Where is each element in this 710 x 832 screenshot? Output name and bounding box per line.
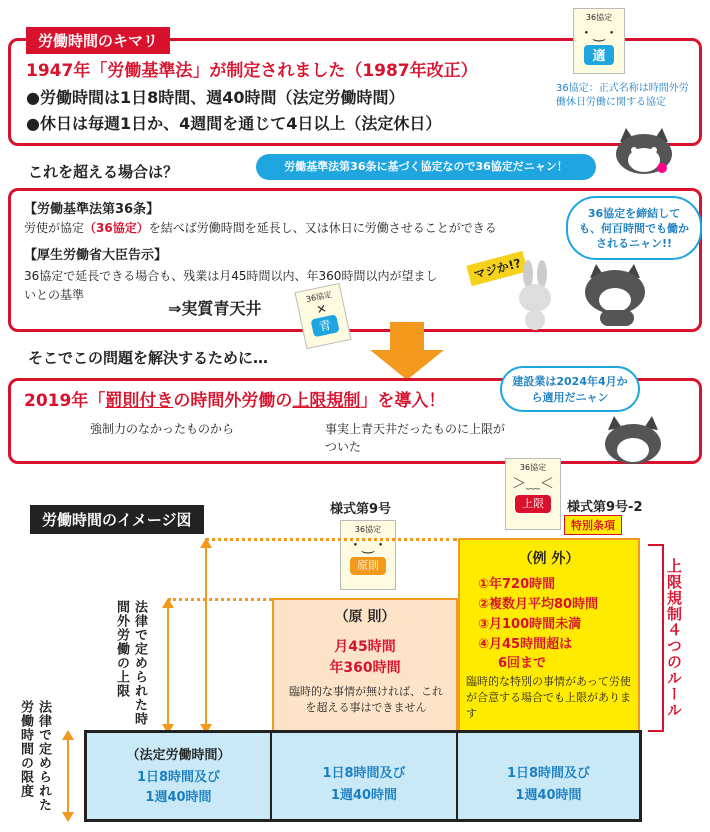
principle-title: （原 則） (334, 609, 396, 625)
exception-title: （例 外） (518, 551, 580, 567)
exception-rule-3: ③月100時間未満 (478, 617, 582, 632)
base-col3-line2: 1週40時間 (515, 788, 582, 803)
exception-note: 臨時的な特別の事情があって労使が合意する場合でも上限があります (466, 675, 631, 720)
form9-2-label: 様式第9号-2 (567, 500, 643, 515)
solve-text: そこでこの問題を解決するために… (28, 349, 269, 367)
rule-hours: ●労働時間は1日8時間、週40時間（法定労働時間） (26, 88, 405, 107)
reform-right: 事実上青天井だったものに上限がついた (325, 422, 506, 454)
base-col1-line2: 1週40時間 (145, 790, 212, 805)
reform-headline: 2019年「罰則付きの時間外労働の上限規制」を導入！ (24, 391, 446, 411)
limit-arrow-icon (198, 538, 214, 734)
cat-mascot-icon (612, 128, 676, 176)
limit-doc-icon: 36協定 ＞﹏＜ 上限 (505, 458, 561, 530)
principle-line2: 年360時間 (329, 660, 401, 676)
principle-line1: 月45時間 (334, 639, 396, 655)
cat-mascot-2-icon (600, 416, 666, 466)
base-col1-line1: 1日8時間及び (136, 770, 221, 785)
reform-left: 強制力のなかったものから (90, 422, 235, 436)
notice-text: 36協定で延長できる場合も、残業は月45時間以内、年360時間以内が望ましいとの基準 (24, 269, 438, 302)
bubble-36-agreement: 労働基準法第36条に基づく協定なので36協定だニャン！ (256, 154, 596, 180)
blue-sky-doc-icon: 36協定 ✕ 青 (294, 283, 351, 349)
base-col3-line1: 1日8時間及び (506, 766, 591, 781)
base-col2-line1: 1日8時間及び (322, 766, 406, 781)
36-agreement-note: 36協定：正式名称は時間外労働休日労働に関する協定 (556, 83, 689, 108)
special-clause-badge: 特別条項 (564, 515, 622, 535)
overtime-limit-label: 法律で定められた時間外労働の上限 (114, 600, 147, 726)
rabbit-exclaim: マジか!? (466, 251, 528, 286)
notice-heading: 【厚生労働省大臣告示】 (24, 248, 168, 263)
legal-limit-label: 法律で定められた労働時間の限度 (18, 700, 51, 812)
principle-dotted-line (168, 598, 272, 601)
limit-dotted-line (205, 538, 457, 541)
form9-label: 様式第9号 (330, 502, 392, 517)
bubble-unlimited: 36協定を締結しても、何百時間でも働かされるニャン!! (566, 196, 702, 260)
down-arrow-icon (370, 322, 444, 380)
diagram-tag: 労働時間のイメージ図 (30, 505, 204, 534)
exception-rule-2: ②複数月平均80時間 (478, 597, 599, 612)
article36-heading: 【労働基準法第36条】 (24, 202, 160, 217)
crying-cat-icon (580, 262, 650, 328)
side-rule-bracket (648, 544, 664, 732)
36-agreement-doc-icon: 36協定 ・‿・ 適 (573, 8, 625, 74)
exception-rule-1: ①年720時間 (478, 577, 556, 592)
rule-holidays: ●休日は毎週1日か、4週間を通じて4日以上（法定休日） (26, 114, 442, 133)
base-col2-line2: 1週40時間 (330, 788, 398, 803)
bubble-construction: 建設業は2024年4月から適用だニャン (500, 366, 640, 412)
four-rules-label: 上限規制４つのルール (665, 558, 683, 718)
base-title: （法定労働時間） (126, 748, 231, 763)
no-ceiling-result: ⇒実質青天井 (168, 299, 262, 318)
exception-rule-4: ④月45時間超は (478, 637, 573, 652)
principle-note: 臨時的な事情が無ければ、これを超える事はできません (289, 685, 443, 714)
rules-tag: 労働時間のキマリ (26, 27, 170, 54)
question: これを超える場合は？ (28, 163, 179, 181)
overtime-arrow-icon (160, 598, 176, 734)
legal-arrow-icon (60, 730, 76, 822)
article36-text: 労使が協定（36協定）を結べば労働時間を延長し、又は休日に労働させることができる (24, 221, 497, 235)
headline-1947: 1947年「労働基準法」が制定されました（1987年改正） (26, 61, 478, 81)
rabbit-icon (510, 260, 560, 330)
exception-rule-4b: 6回まで (498, 656, 547, 671)
principle-doc-icon: 36協定 ・‿・ 原則 (340, 520, 396, 590)
